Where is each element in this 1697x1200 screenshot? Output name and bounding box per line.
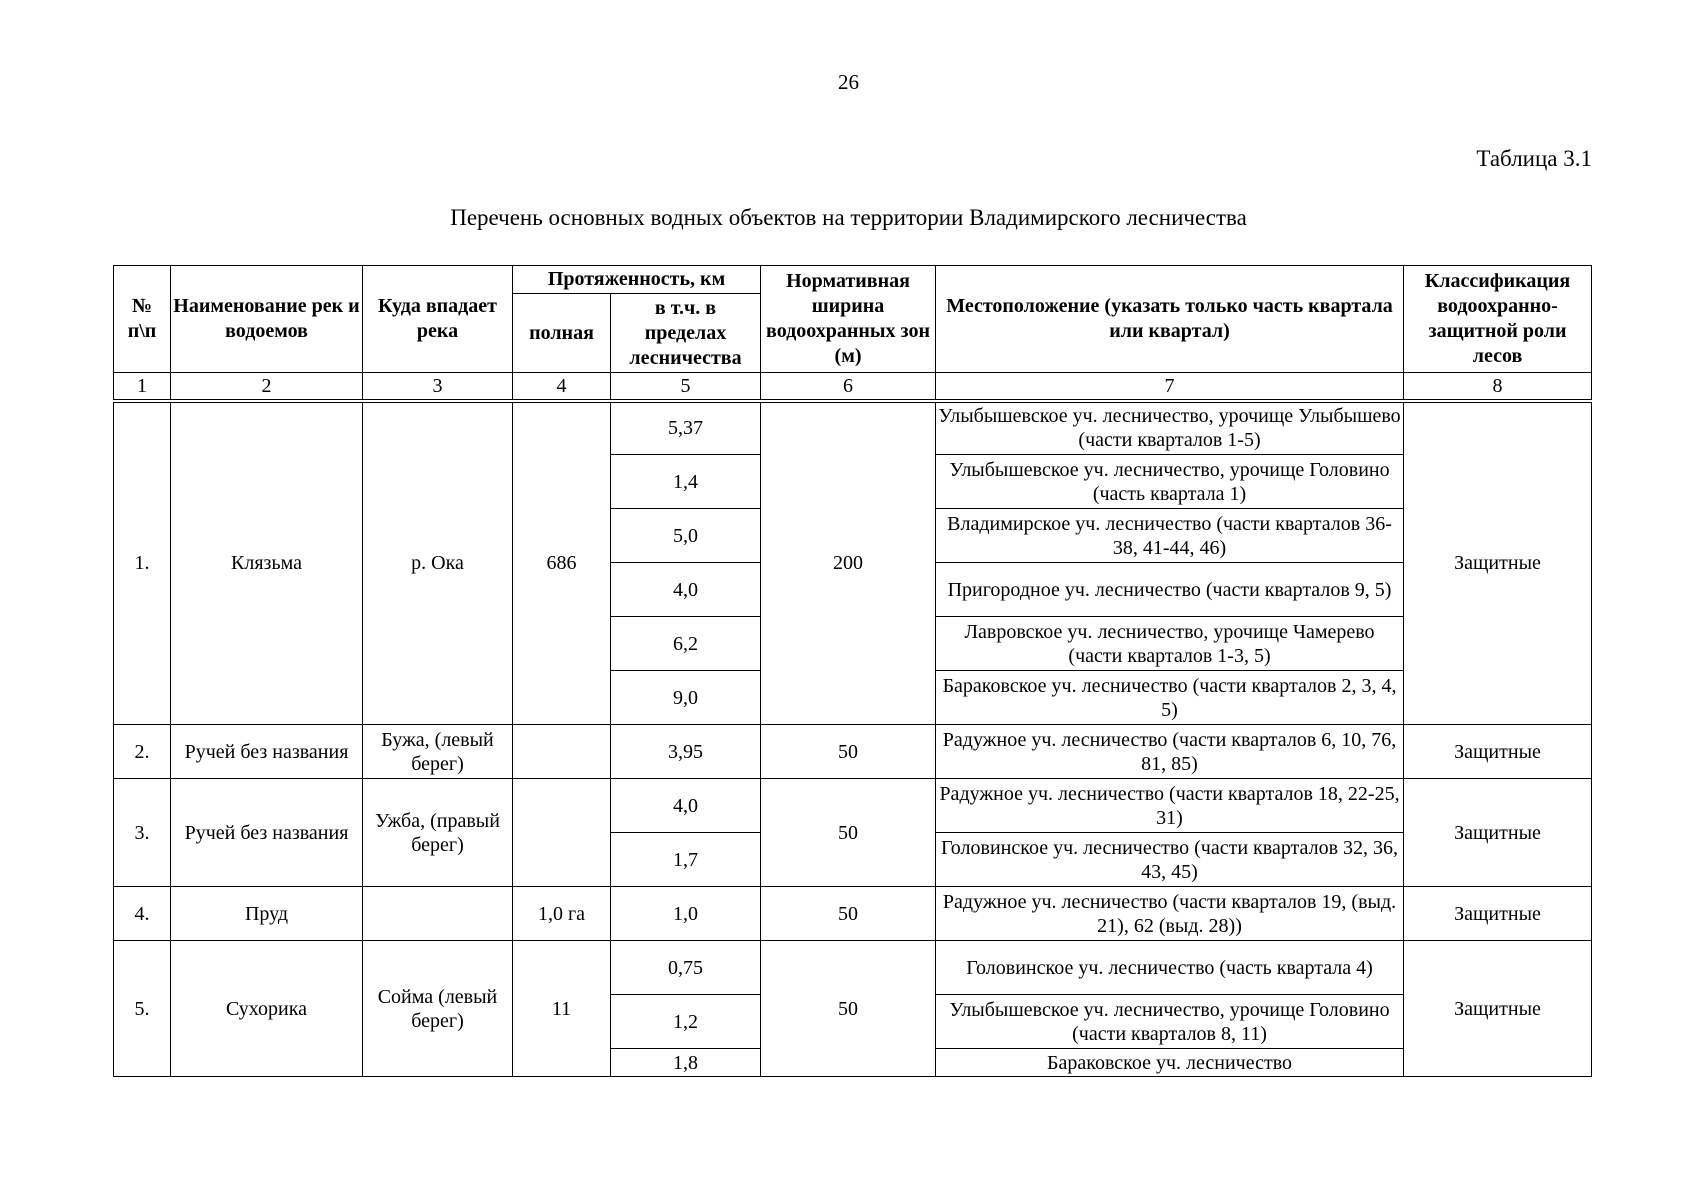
cell-width: 50 <box>761 725 936 779</box>
cell-width: 200 <box>761 401 936 725</box>
cell-num: 3. <box>114 779 171 887</box>
col-number: 4 <box>513 373 611 401</box>
cell-location: Бараковское уч. лесничество (части кварталов 2, 3, 4, 5) <box>936 671 1404 725</box>
cell-name: Ручей без названия <box>171 779 363 887</box>
cell-class: Защитные <box>1404 887 1592 941</box>
cell-within: 1,7 <box>611 833 761 887</box>
cell-width: 50 <box>761 887 936 941</box>
cell-within: 9,0 <box>611 671 761 725</box>
header-width: Нормативная ширина водоохранных зон (м) <box>761 266 936 373</box>
cell-full: 686 <box>513 401 611 725</box>
col-number: 3 <box>363 373 513 401</box>
cell-within: 1,8 <box>611 1049 761 1077</box>
cell-full <box>513 779 611 887</box>
header-full: полная <box>513 294 611 373</box>
cell-class: Защитные <box>1404 401 1592 725</box>
cell-class: Защитные <box>1404 941 1592 1077</box>
header-within: в т.ч. в пределах лесничества <box>611 294 761 373</box>
cell-location: Улыбышевское уч. лесничество, урочище Головино (части кварталов 8, 11) <box>936 995 1404 1049</box>
cell-location: Улыбышевское уч. лесничество, урочище Улыбышево (части кварталов 1-5) <box>936 401 1404 455</box>
cell-width: 50 <box>761 941 936 1077</box>
cell-full: 11 <box>513 941 611 1077</box>
cell-within: 0,75 <box>611 941 761 995</box>
table-row <box>114 887 1592 941</box>
cell-name: Клязьма <box>171 401 363 725</box>
col-number: 8 <box>1404 373 1592 401</box>
cell-within: 5,37 <box>611 401 761 455</box>
col-number: 7 <box>936 373 1404 401</box>
cell-within: 5,0 <box>611 509 761 563</box>
page-number: 26 <box>838 70 859 94</box>
cell-dest: Ужба, (правый берег) <box>363 779 513 887</box>
cell-full: 1,0 га <box>513 887 611 941</box>
cell-location: Бараковское уч. лесничество <box>936 1049 1404 1077</box>
cell-within: 4,0 <box>611 563 761 617</box>
cell-num: 2. <box>114 725 171 779</box>
col-number: 6 <box>761 373 936 401</box>
cell-class: Защитные <box>1404 779 1592 887</box>
cell-name: Пруд <box>171 887 363 941</box>
cell-num: 4. <box>114 887 171 941</box>
cell-within: 1,4 <box>611 455 761 509</box>
cell-location: Радужное уч. лесничество (части кварталов 19, (выд. 21), 62 (выд. 28)) <box>936 887 1404 941</box>
col-number: 1 <box>114 373 171 401</box>
water-bodies-table <box>113 265 1592 1077</box>
cell-full <box>513 725 611 779</box>
cell-location: Лавровское уч. лесничество, урочище Чамерево (части кварталов 1-3, 5) <box>936 617 1404 671</box>
cell-class: Защитные <box>1404 725 1592 779</box>
cell-width: 50 <box>761 779 936 887</box>
table-row <box>114 401 1592 455</box>
table-row <box>114 725 1592 779</box>
cell-dest: Бужа, (левый берег) <box>363 725 513 779</box>
cell-within: 1,2 <box>611 995 761 1049</box>
cell-within: 1,0 <box>611 887 761 941</box>
header-num: № п\п <box>114 266 171 373</box>
cell-within: 4,0 <box>611 779 761 833</box>
cell-within: 3,95 <box>611 725 761 779</box>
table-row <box>114 941 1592 995</box>
cell-location: Радужное уч. лесничество (части кварталов 6, 10, 76, 81, 85) <box>936 725 1404 779</box>
table-row <box>114 779 1592 833</box>
cell-location: Улыбышевское уч. лесничество, урочище Головино (часть квартала 1) <box>936 455 1404 509</box>
cell-name: Сухорика <box>171 941 363 1077</box>
cell-dest: р. Ока <box>363 401 513 725</box>
cell-location: Радужное уч. лесничество (части кварталов 18, 22-25, 31) <box>936 779 1404 833</box>
cell-within: 6,2 <box>611 617 761 671</box>
col-number: 5 <box>611 373 761 401</box>
cell-location: Владимирское уч. лесничество (части кварталов 36-38, 41-44, 46) <box>936 509 1404 563</box>
table-title: Перечень основных водных объектов на территории Владимирского лесничества <box>450 205 1247 230</box>
cell-location: Головинское уч. лесничество (части кварталов 32, 36, 43, 45) <box>936 833 1404 887</box>
cell-num: 5. <box>114 941 171 1077</box>
col-number: 2 <box>171 373 363 401</box>
cell-location: Головинское уч. лесничество (часть квартала 4) <box>936 941 1404 995</box>
cell-dest <box>363 887 513 941</box>
cell-location: Пригородное уч. лесничество (части кварталов 9, 5) <box>936 563 1404 617</box>
table-number: Таблица 3.1 <box>1476 146 1592 171</box>
header-length: Протяженность, км <box>513 266 761 294</box>
header-dest: Куда впадает река <box>363 266 513 373</box>
header-classification: Классификация водоохранно-защитной роли лесов <box>1404 266 1592 373</box>
cell-dest: Сойма (левый берег) <box>363 941 513 1077</box>
cell-name: Ручей без названия <box>171 725 363 779</box>
header-location: Местоположение (указать только часть квартала или квартал) <box>936 266 1404 373</box>
cell-num: 1. <box>114 401 171 725</box>
header-name: Наименование рек и водоемов <box>171 266 363 373</box>
